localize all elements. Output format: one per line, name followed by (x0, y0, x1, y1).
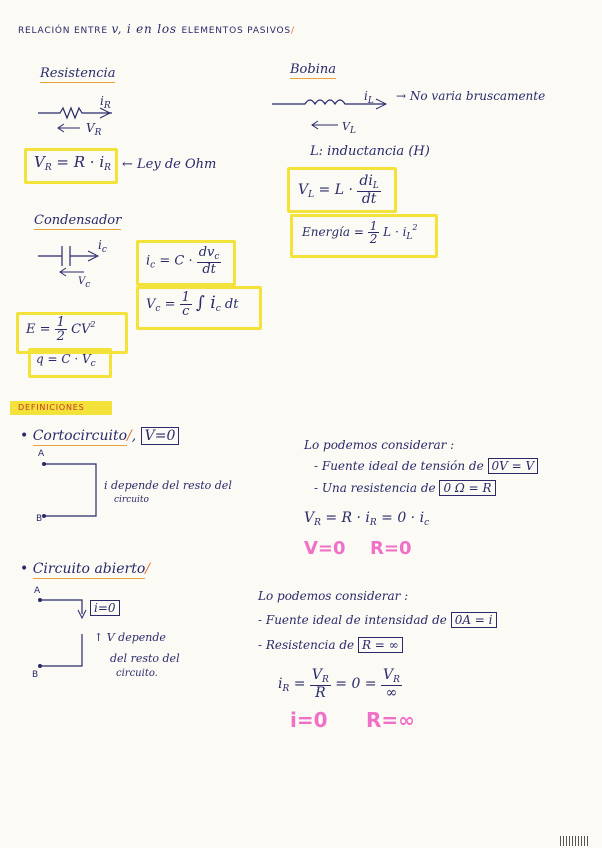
charge-formula: $q = C \cdot V_c$ (36, 352, 96, 369)
bobina-voltage-label: $V_L$ (342, 120, 356, 136)
cortocircuito-item-2: - Una resistencia de 0 Ω = R (314, 481, 496, 495)
cortocircuito-note-1: i depende del resto del (104, 479, 232, 492)
short-circuit-condition-box: V=0 (141, 427, 180, 445)
title-part-4: ELEMENTOS PASIVOS (181, 26, 291, 36)
resistor-voltage-arrow (58, 124, 80, 132)
abierto-result-i: i=0 (290, 708, 328, 732)
condensador-voltage-formula: $V_c$ = $\frac{1}{c}$ ∫ $i_c$ dt (146, 290, 239, 319)
cortocircuito-title: • Cortocircuito/, V=0 (20, 428, 179, 444)
abierto-note-3: circuito. (116, 668, 158, 679)
bobina-energy-formula: Energía = $\frac{1}{2}$ $L \cdot i_L^2$ (302, 219, 418, 246)
abierto-consider: Lo podemos considerar : (258, 589, 409, 603)
condensador-energy-formula: E = $\frac{1}{2}$ $CV^2$ (26, 315, 96, 344)
bobina-heading: Bobina (290, 62, 336, 77)
cortocircuito-note-2: circuito (114, 495, 149, 505)
condensador-current-label: $i_c$ (98, 238, 107, 255)
abierto-note-1: ↑ V depende (94, 631, 166, 644)
highlight-mark: / (290, 26, 295, 36)
cortocircuito-formula: $V_R = R \cdot i_R = 0 \cdot i_c$ (304, 510, 430, 528)
abierto-label-b: B (32, 670, 39, 680)
capacitor-voltage-arrow (60, 268, 84, 276)
inductance-definition: L: inductancia (H) (310, 144, 430, 159)
open-circuit-condition-box: i=0 (90, 601, 120, 615)
abierto-label-a: A (34, 586, 41, 596)
bobina-current-note: → No varia bruscamente (396, 89, 546, 103)
definiciones-heading: DEFINICIONES (18, 403, 85, 412)
ohm-law-formula: $V_R = R \cdot i_R$ (34, 153, 111, 173)
circuito-abierto-title: • Circuito abierto/ (20, 561, 150, 577)
bobina-current-label: $i_L$ (364, 89, 374, 106)
cortocircuito-item-1: - Fuente ideal de tensión de 0V = V (314, 459, 538, 473)
resistencia-current-label: $i_R$ (100, 94, 111, 111)
title-part-3: en los (131, 22, 182, 36)
ohm-law-note: ← Ley de Ohm (122, 157, 217, 172)
resistencia-heading: Resistencia (40, 66, 116, 81)
capacitor-symbol (38, 246, 96, 266)
condensador-voltage-label: Vc (78, 276, 91, 290)
scan-barcode-mark (560, 836, 590, 846)
cortocircuito-label-b: B (36, 514, 43, 524)
cortocircuito-result-v: V=0 (304, 538, 346, 559)
abierto-formula: $i_R$ = $\frac{V_R}{R}$ = 0 = $\frac{V_R}{\infty}$ (278, 667, 400, 701)
bobina-voltage-formula: $V_L = L$ · $\frac{di_L}{dt}$ (298, 173, 379, 207)
cortocircuito-consider: Lo podemos considerar : (304, 438, 455, 452)
abierto-item-2: - Resistencia de R = ∞ (258, 638, 403, 652)
abierto-item-1: - Fuente ideal de intensidad de 0A = i (258, 613, 497, 627)
inductor-voltage-arrow (312, 121, 338, 129)
condensador-current-formula: $i_c = C$ · $\frac{dv_c}{dt}$ (146, 245, 220, 277)
short-circuit-wire (44, 464, 96, 516)
cortocircuito-label-a: A (38, 449, 45, 459)
cortocircuito-result-r: R=0 (370, 538, 412, 559)
abierto-note-2: del resto del (110, 652, 180, 665)
abierto-result-r: R=∞ (366, 708, 415, 732)
open-circuit-wire-bottom (40, 634, 82, 666)
condensador-heading: Condensador (34, 213, 122, 228)
open-circuit-wire-top (40, 600, 82, 614)
resistencia-voltage-label: $V_R$ (86, 121, 102, 138)
title-part-2: v, i (111, 22, 132, 36)
title-part-1: RELACIÓN ENTRE (18, 26, 112, 36)
